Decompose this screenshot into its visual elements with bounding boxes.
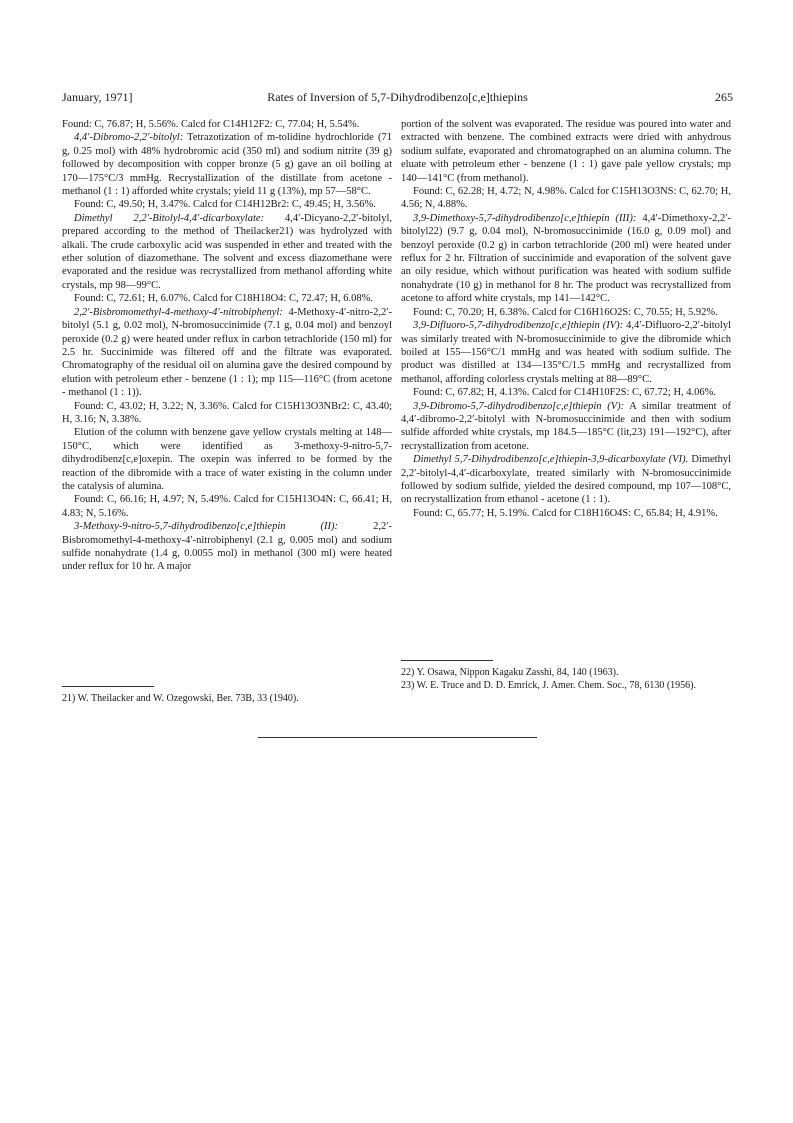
paragraph bbox=[62, 118, 392, 131]
header-title: Rates of Inversion of 5,7-Dihydrodibenzo[c,e]thiepins bbox=[267, 90, 528, 104]
paragraph bbox=[62, 306, 392, 400]
paragraph-text: 2,2′-Bisbromomethyl-4-methoxy-4′-nitrobiphenyl (2.1 g, 0.005 mol) and sodium sulfide nonahydrate (1.4 g, 0.0055 mol) in methanol (300 ml) were heated under reflux for 10 hr. A major bbox=[62, 521, 392, 573]
compound-title: 3,9-Dimethoxy-5,7-dihydrodibenzo[c,e]thiepin (III): bbox=[413, 212, 637, 224]
paragraph-text: Found: C, 76.87; H, 5.56%. Calcd for C14H12F2: C, 77.04; H, 5.54%. bbox=[62, 119, 360, 130]
left-footnotes bbox=[62, 686, 392, 705]
footnote: 23) W. E. Truce and D. D. Emrick, J. Amer. Chem. Soc., 78, 6130 (1956). bbox=[401, 680, 696, 691]
paragraph bbox=[401, 507, 731, 520]
right-column bbox=[401, 118, 731, 520]
paragraph-text: Found: C, 67.82; H, 4.13%. Calcd for C14H10F2S: C, 67.72; H, 4.06%. bbox=[413, 387, 717, 399]
paragraph bbox=[62, 493, 392, 520]
paragraph-text: Found: C, 49.50; H, 3.47%. Calcd for C14H12Br2: C, 49.45; H, 3.56%. bbox=[74, 199, 376, 211]
paragraph bbox=[401, 386, 731, 399]
paragraph-text: Found: C, 62.28; H, 4.72; N, 4.98%. Calcd for C15H13O3NS: C, 62.70; H, 4.56; N, 4.88%. bbox=[401, 186, 731, 211]
paragraph-text: Found: C, 72.61; H, 6.07%. Calcd for C18H18O4: C, 72.47; H, 6.08%. bbox=[74, 293, 373, 305]
compound-title: 2,2′-Bisbromomethyl-4-methoxy-4′-nitrobiphenyl: bbox=[74, 306, 283, 318]
paragraph bbox=[62, 520, 392, 574]
paragraph-text: 4-Methoxy-4′-nitro-2,2′-bitolyl (5.1 g, 0.02 mol), N-bromosuccinimide (7.1 g, 0.04 mol) and benzoyl peroxide (0.2 g) were heated under reflux in carbon tetrachloride (150 ml) for 2.5 hr. Succinimide was filtered off and the filtrate was evaporated. Chromatography of the residual oil on alumina gave the desired compound by elution with petroleum ether - benzene (1 : 1); mp 115—116°C (from acetone - methanol (1 : 1)). bbox=[62, 306, 392, 399]
paragraph bbox=[401, 118, 731, 185]
compound-title: 3,9-Difluoro-5,7-dihydrodibenzo[c,e]thiepin (IV): bbox=[413, 320, 624, 332]
paragraph-text: 4,4′-Dimethoxy-2,2′-bitolyl22) (9.7 g, 0.04 mol), N-bromosuccinimide (16.0 g, 0.09 mol) and benzoyl peroxide (0.2 g) in carbon tetrachloride (200 ml) were heated under reflux for 2 hr. Filtration of succinimide and evaporation of the solvent gave an oily residue, which without purification was heated with sodium sulfide nonahydrate (10 g) in methanol for 8 hr. The product was recrystallized from acetone to afford white crystals, mp 141—142°C. bbox=[401, 212, 731, 305]
paragraph bbox=[401, 185, 731, 212]
paragraph bbox=[62, 198, 392, 211]
paragraph-text: Found: C, 66.16; H, 4.97; N, 5.49%. Calcd for C15H13O4N: C, 66.41; H, 4.83; N, 5.16%. bbox=[62, 494, 392, 519]
paragraph bbox=[401, 400, 731, 454]
paragraph-text: Found: C, 43.02; H, 3.22; N, 3.36%. Calcd for C15H13O3NBr2: C, 43.40; H, 3.16; N, 3.38%. bbox=[62, 400, 392, 425]
paragraph bbox=[62, 131, 392, 198]
footnote-rule bbox=[62, 686, 154, 687]
paragraph-text: 4,4′-Difluoro-2,2′-bitolyl was similarly treated with N-bromosuccinimide to give the dibromide which boiled at 155—156°C/1 mmHg and was heated with sodium sulfide. The product was distilled at 134—135°C/1.5 mmHg and recrystallized from methanol, affording colorless crystals melting at 88—89°C. bbox=[401, 320, 731, 385]
compound-title: 4,4′-Dibromo-2,2′-bitolyl: bbox=[74, 132, 184, 144]
paragraph bbox=[401, 306, 731, 319]
paragraph-text: Found: C, 65.77; H, 5.19%. Calcd for C18H16O4S: C, 65.84; H, 4.91%. bbox=[413, 507, 718, 519]
compound-title: 3-Methoxy-9-nitro-5,7-dihydrodibenzo[c,e]thiepin (II): bbox=[74, 521, 339, 533]
compound-title: Dimethyl 5,7-Dihydrodibenzo[c,e]thiepin-3,9-dicarboxylate (VI). bbox=[413, 454, 689, 466]
paragraph-text: Dimethyl 2,2′-bitolyl-4,4′-dicarboxylate, treated similarly with N-bromosuccinimide followed by sodium sulfide, yielded the desired compound, mp 107—108°C, on recrystallization from ethanol - acetone (1 : 1). bbox=[401, 454, 731, 506]
footnote: 22) Y. Osawa, Nippon Kagaku Zasshi, 84, 140 (1963). bbox=[401, 667, 619, 678]
paragraph-text: Found: C, 70.20; H, 6.38%. Calcd for C16H16O2S: C, 70.55; H, 5.92%. bbox=[413, 306, 718, 318]
compound-title: Dimethyl 2,2′-Bitolyl-4,4′-dicarboxylate: bbox=[74, 212, 265, 224]
paragraph bbox=[62, 292, 392, 305]
paragraph-text: portion of the solvent was evaporated. The residue was poured into water and extracted with benzene. The combined extracts were dried with anhydrous sodium sulfate, evaporated and chromatographed on an alumina column. The eluate with petroleum ether - benzene (1 : 1) gave pale yellow crystals; mp 140—141°C (from methanol). bbox=[401, 119, 731, 184]
paragraph-text: 4,4′-Dicyano-2,2′-bitolyl, prepared according to the method of Theilacker21) was hydrolyzed with alkali. The crude carboxylic acid was suspended in ether and treated with the ether solution of diazomethane. The solvent and excess diazomethane were evaporated and the residue was recrystallized from methanol affording white crystals, mp 98—99°C. bbox=[62, 212, 392, 291]
paragraph bbox=[62, 426, 392, 493]
footnote-rule bbox=[401, 660, 493, 661]
compound-title: 3,9-Dibromo-5,7-dihydrodibenzo[c,e]thiepin (V): bbox=[413, 400, 625, 412]
left-column bbox=[62, 118, 392, 574]
end-rule bbox=[258, 737, 537, 738]
paragraph-text: Elution of the column with benzene gave yellow crystals melting at 148—150°C, which were identified as 3-methoxy-9-nitro-5,7-dihydrodibenz[c,e]oxepin. The oxepin was inferred to be formed by the reaction of the dibromide with a trace of water existing in the column under the catalysis of alumina. bbox=[62, 427, 392, 492]
paragraph bbox=[62, 400, 392, 427]
page-number: 265 bbox=[715, 90, 733, 104]
right-footnotes bbox=[401, 660, 731, 692]
footnote: 21) W. Theilacker and W. Ozegowski, Ber. 73B, 33 (1940). bbox=[62, 693, 299, 704]
paragraph bbox=[401, 319, 731, 386]
paragraph bbox=[401, 453, 731, 507]
header-date: January, 1971] bbox=[62, 90, 133, 104]
running-header bbox=[62, 90, 733, 106]
paragraph bbox=[401, 212, 731, 306]
paragraph bbox=[62, 212, 392, 292]
paragraph-text: Tetrazotization of m-tolidine hydrochloride (71 g, 0.25 mol) with 48% hydrobromic acid (350 ml) and sodium nitrite (39 g) followed by decomposition with copper bronze (5 g) gave an oil boiling at 170—175°C/3 mmHg. Recrystallization of the distillate from acetone - methanol (1 : 1) afforded white crystals; yield 11 g (13%), mp 57—58°C. bbox=[62, 132, 392, 198]
paragraph-text: A similar treatment of 4,4′-dibromo-2,2′-bitolyl with N-bromosuccinimide and then with sodium sulfide afforded white crystals, mp 184.5—185°C (lit,23) 191—192°C), after recrystallization from acetone. bbox=[401, 400, 731, 452]
